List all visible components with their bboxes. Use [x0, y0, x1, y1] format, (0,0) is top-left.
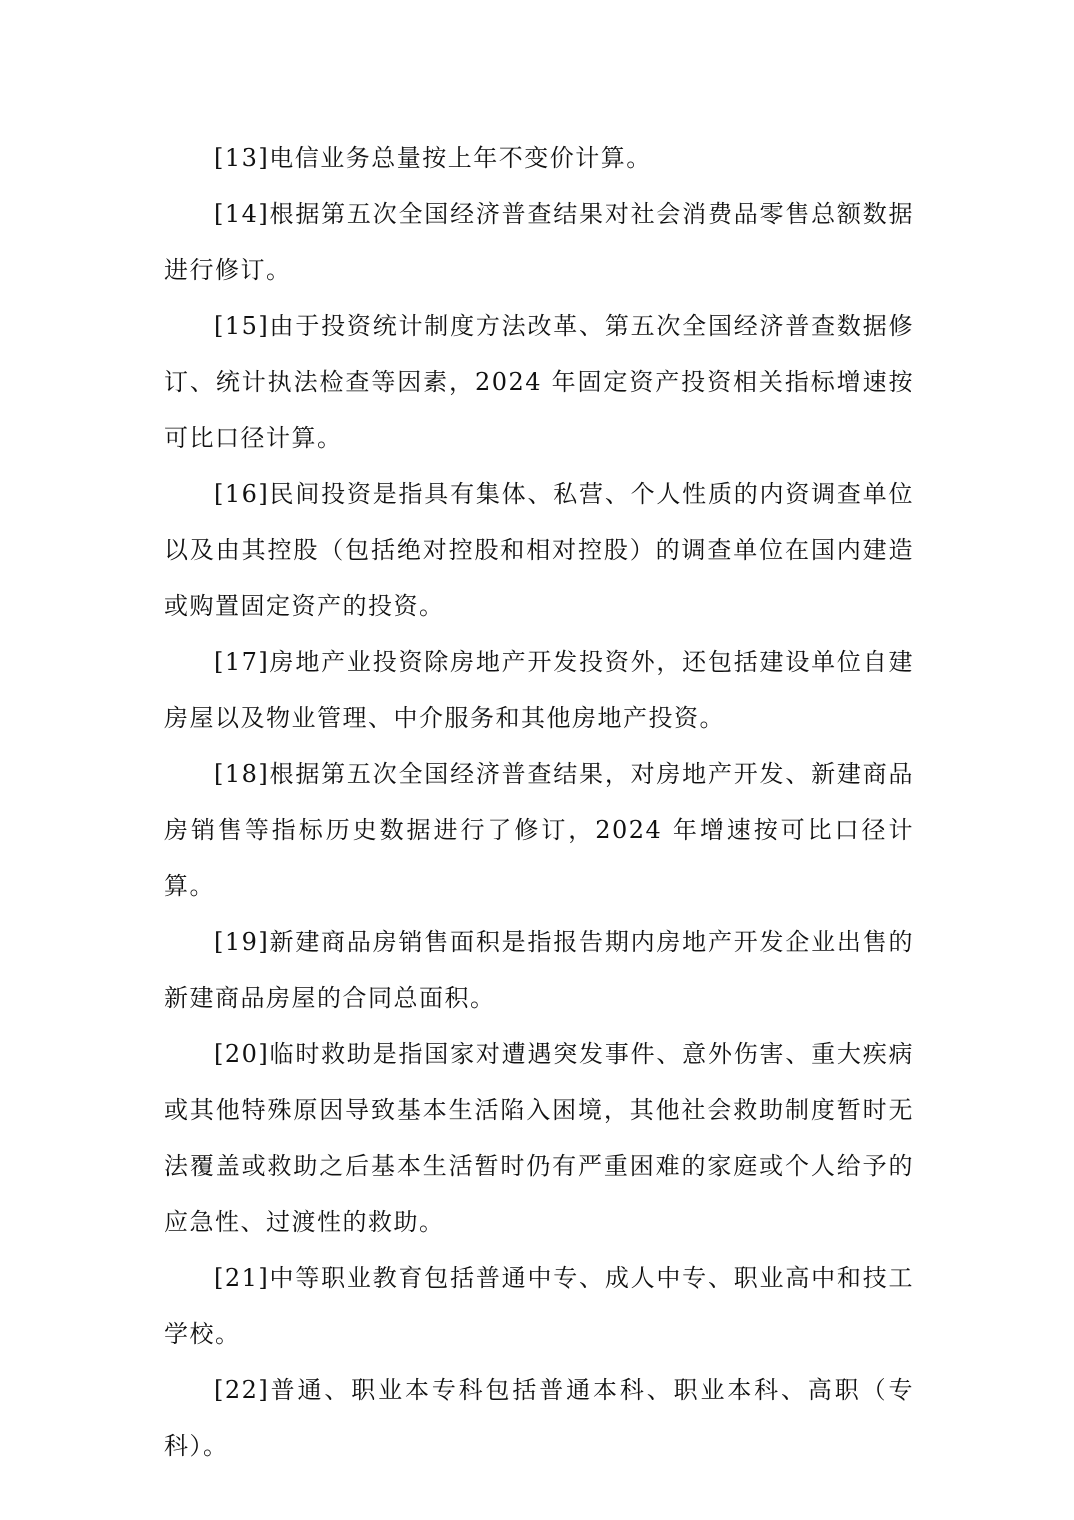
footnote-15: [15]由于投资统计制度方法改革、第五次全国经济普查数据修订、统计执法检查等因素，2024 年固定资产投资相关指标增速按可比口径计算。 — [164, 312, 914, 452]
footnote-14: [14]根据第五次全国经济普查结果对社会消费品零售总额数据进行修订。 — [164, 200, 914, 284]
footnote-21: [21]中等职业教育包括普通中专、成人中专、职业高中和技工学校。 — [164, 1264, 914, 1348]
footnote-19: [19]新建商品房销售面积是指报告期内房地产开发企业出售的新建商品房屋的合同总面积。 — [164, 928, 914, 1012]
footnote-17: [17]房地产业投资除房地产开发投资外，还包括建设单位自建房屋以及物业管理、中介服务和其他房地产投资。 — [164, 648, 914, 732]
footnote-22: [22]普通、职业本专科包括普通本科、职业本科、高职（专科）。 — [164, 1376, 914, 1460]
footnote-20: [20]临时救助是指国家对遭遇突发事件、意外伤害、重大疾病或其他特殊原因导致基本生活陷入困境，其他社会救助制度暂时无法覆盖或救助之后基本生活暂时仍有严重困难的家庭或个人给予的应急性、过渡性的救助。 — [164, 1040, 914, 1236]
footnote-16: [16]民间投资是指具有集体、私营、个人性质的内资调查单位以及由其控股（包括绝对控股和相对控股）的调查单位在国内建造或购置固定资产的投资。 — [164, 480, 914, 620]
footnote-13: [13]电信业务总量按上年不变价计算。 — [214, 144, 652, 172]
footnote-18: [18]根据第五次全国经济普查结果，对房地产开发、新建商品房销售等指标历史数据进行了修订，2024 年增速按可比口径计算。 — [164, 760, 914, 900]
footnotes-list — [164, 130, 914, 1474]
